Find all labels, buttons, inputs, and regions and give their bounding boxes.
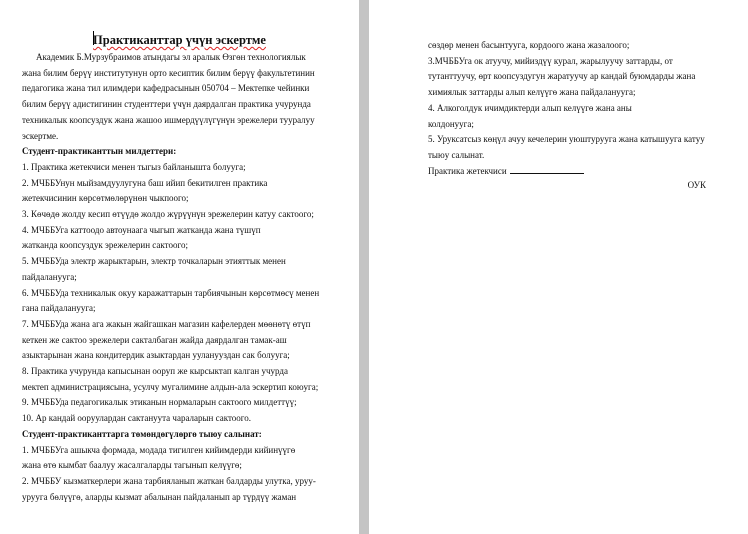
left-page-body — [22, 50, 342, 505]
left-page-lines-line: 2. МЧББУнун мыйзамдуулугуна баш ийип бекитилген практика — [22, 177, 268, 188]
left-page-lines-line: Академик Б.Мурзубраимов атындагы эл аралык Өзгөн технологиялык — [36, 52, 306, 62]
right-page-lines-line: колдонууга; — [428, 118, 474, 129]
left-page-lines-line: 5. МЧББУда электр жарыктарын, электр точкаларын этияттык менен — [22, 256, 286, 267]
document-page-left — [0, 0, 359, 534]
left-page-lines-line: 1. МЧББУга ашыкча формада, модада тигилген кийимдерди кийинүүгө — [22, 444, 296, 455]
left-page-lines-line: гана пайдаланууга; — [22, 303, 96, 314]
right-page-lines-line: 3.МЧББУга ок атуучу, мийиздүү курал, жарылуучу заттарды, от — [428, 55, 673, 66]
left-page-lines-line: азыктарынан жана кондитердик азыктардан ууланууздан сак болууга; — [22, 350, 290, 361]
left-page-lines-line: пайдаланууга; — [22, 271, 77, 282]
left-page-lines-line: урууга бөлүүгө, аларды кызмат абалынан пайдаланып ар түрдүү жаман — [22, 491, 297, 502]
right-page-lines-line: химиялык заттарды алып келүүгө жана пайдаланууга; — [428, 87, 636, 98]
right-page-lines-line: сөздөр менен басынтууга, кордоого жана жазалоого; — [428, 40, 630, 50]
right-page-lines-line: тутанттуучу, өрт коопсуздугун жаратуучу ар кандай буюмдарды жана — [428, 71, 696, 82]
left-page-lines-line: жана өтө кымбат баалуу жасалгаларды тагынып келүүгө; — [22, 460, 242, 471]
left-page-lines-line: педагогика жана тил илимдери кафедрасынын 050704 – Мектепке чейинки — [22, 83, 310, 94]
left-page-lines-line: жетекчисинин көрсөтмөлөрүнөн чыкпоого; — [22, 193, 189, 204]
left-page-lines-line: 7. МЧББУда жана ага жакын жайгашкан магазин кафелерден мөөнөтү өтүп — [22, 318, 311, 329]
left-page-lines-line: 2. МЧББУ кызматкерлери жана тарбияланып жаткан балдарды улутка, уруу- — [22, 475, 316, 486]
right-page-lines-line: 5. Уруксатсыз көңүл ачуу кечелерин уюштурууга жана катышууга катуу — [428, 134, 705, 145]
right-page-lines-line: Практика жетекчиси — [428, 164, 728, 180]
left-page-lines-line: 1. Практика жетекчиси менен тыгыз байланышта болууга; — [22, 161, 246, 172]
left-page-lines-line: 6. МЧББУда техникалык окуу каражаттарын тарбиячынын көрсөтмөсү менен — [22, 287, 320, 298]
left-page-lines-line: Студент-практиканттын милдеттери: — [22, 146, 177, 157]
document-title: Практиканттар үчүн эскертме — [93, 33, 266, 47]
stamp-label: ОУК — [687, 180, 706, 190]
left-page-lines-line: жатканда коопсуздук эрежелерин сактоого; — [22, 240, 188, 251]
left-page-lines-line: техникалык коопсуздук жана жашоо ишмердүүлүгүнүн эрежелери тууралуу — [22, 114, 315, 125]
right-page-lines-line: тыюу салынат. — [428, 149, 485, 160]
left-page-lines-line: 3. Көчөдө жолду кесип өтүүдө жолдо жүрүүнүн эрежелерин катуу сактоого; — [22, 209, 314, 220]
left-page-lines-line: 8. Практика учурунда капысынан ооруп же кырсыктап калган учурда — [22, 366, 288, 377]
left-page-lines-line: билим берүү адистигинин студенттери үчүн даярдалган практика учурунда — [22, 99, 311, 110]
right-page-lines-line: 4. Алкоголдук ичимдиктерди алып келүүгө жана аны — [428, 102, 632, 113]
left-page-lines-line: кеткен же сактоо эрежелери сакталбаган жайда даярдалган тамак-аш — [22, 334, 287, 345]
left-page-lines-line: мектеп администрациясына, усулчу мугалимине алдын-ала эскертип коюуга; — [22, 381, 319, 392]
left-page-lines-line: 4. МЧББУга каттоодо автоунаага чыгып жатканда жана түшүп — [22, 224, 261, 235]
left-page-lines-line: Студент-практиканттарга төмөндөгүлөргө тыюу салынат: — [22, 428, 262, 439]
left-page-lines-line: жана билим берүү институтунун орто кесиптик билим берүү факультетинин — [22, 67, 315, 78]
page-gap — [359, 0, 369, 534]
left-page-lines-line: эскертме. — [22, 130, 59, 141]
left-page-lines-line: 10. Ар кандай ооруулардан сактануута чараларын сактоого. — [22, 413, 252, 424]
signature-line — [510, 165, 584, 174]
left-page-lines-line: 9. МЧББУда педагогикалык этиканын нормаларын сактоого милдеттүү; — [22, 397, 297, 408]
right-page-body — [428, 38, 728, 179]
